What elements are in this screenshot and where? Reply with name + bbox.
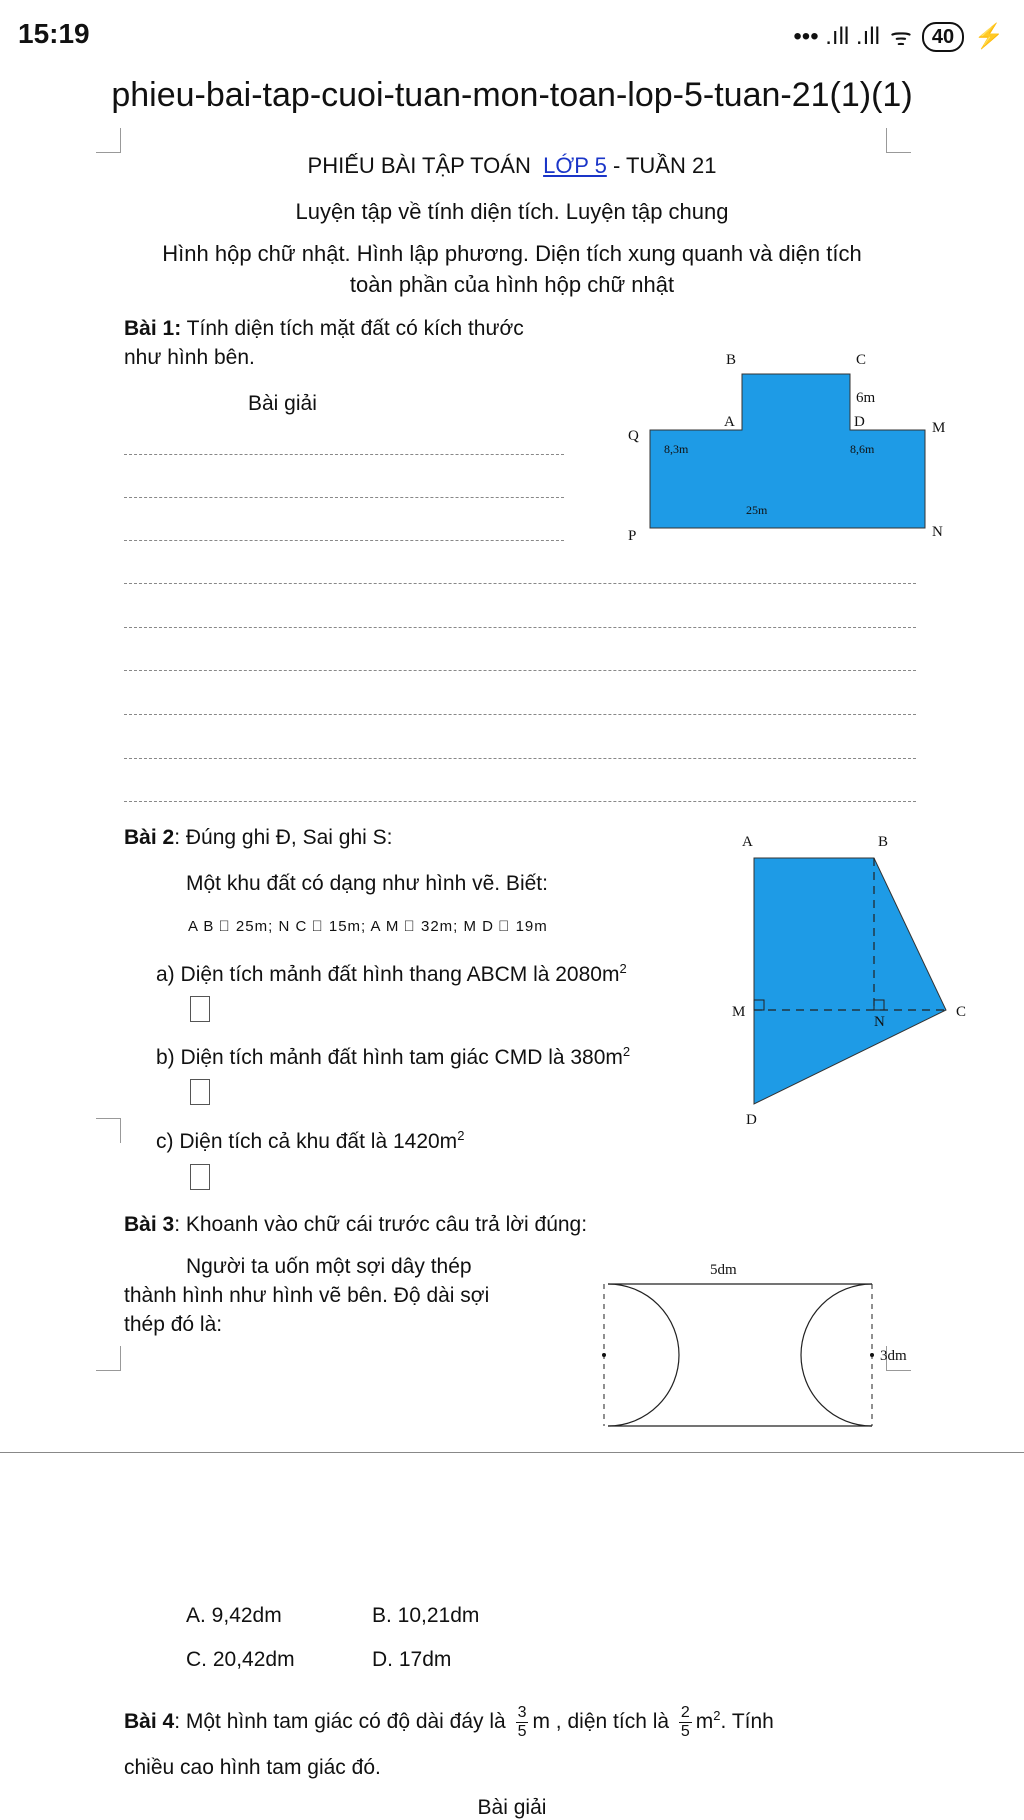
exponent: 2 <box>619 961 627 976</box>
bai3-text: Người ta uốn một sợi dây thép <box>186 1255 472 1278</box>
statement-text: Diện tích mảnh đất hình thang ABCM là 2080m <box>180 963 620 986</box>
bai4-solution-label: Bài giải <box>477 1796 547 1819</box>
bai2-a <box>156 961 627 987</box>
answer-line[interactable] <box>124 497 564 498</box>
land-shape <box>754 858 946 1104</box>
measure-bc: 6m <box>856 390 876 406</box>
bai3-question <box>124 1213 587 1237</box>
bai3-title: : Khoanh vào chữ cái trước câu trả lời đúng: <box>174 1213 588 1236</box>
measure-dm: 8,6m <box>850 442 875 456</box>
page-corner-mark <box>96 1118 121 1143</box>
answer-checkbox-c[interactable] <box>190 1164 210 1190</box>
bai2-given: A B ⃞ 25m; N C ⃞ 15m; A M ⃞ 32m; M D ⃞ 19m <box>188 918 548 935</box>
answer-checkbox-b[interactable] <box>190 1079 210 1105</box>
exponent: 2 <box>457 1128 465 1143</box>
option-c[interactable]: C. 20,42dm <box>186 1648 295 1671</box>
label-c: C <box>956 1004 967 1020</box>
fraction-denominator: 5 <box>517 1722 527 1740</box>
bai3-text: thép đó là: <box>124 1313 223 1336</box>
answer-line[interactable] <box>124 583 916 584</box>
bai2-figure <box>720 826 980 1126</box>
document-title: phieu-bai-tap-cuoi-tuan-mon-toan-lop-5-tuan-21(1)(1) <box>111 76 913 114</box>
answer-line[interactable] <box>124 627 916 628</box>
measure-qa: 8,3m <box>664 442 689 456</box>
label-n: N <box>932 524 943 540</box>
statement-text: Diện tích mảnh đất hình tam giác CMD là 380m <box>180 1046 623 1069</box>
bai2-intro: Một khu đất có dạng như hình vẽ. Biết: <box>186 872 548 895</box>
wifi-icon: ᯤ <box>889 24 912 51</box>
midpoint-dot <box>870 1353 874 1357</box>
unit: m <box>695 1710 714 1733</box>
option-a[interactable]: A. 9,42dm <box>186 1604 282 1627</box>
option-label: b) <box>156 1046 175 1069</box>
fraction-base <box>516 1704 529 1741</box>
label-b: B <box>878 834 889 850</box>
fraction-denominator: 5 <box>680 1722 690 1740</box>
bai4-text: chiều cao hình tam giác đó. <box>124 1756 381 1779</box>
charging-icon: ⚡ <box>974 23 1004 50</box>
label-q: Q <box>628 428 639 444</box>
bai4-text: . Tính <box>720 1710 774 1733</box>
option-label: a) <box>156 963 175 986</box>
exponent: 2 <box>713 1708 721 1723</box>
bai1-figure <box>620 340 946 550</box>
label-a: A <box>742 834 753 850</box>
page-corner-mark <box>886 128 911 153</box>
answer-checkbox-a[interactable] <box>190 996 210 1022</box>
answer-line[interactable] <box>124 454 564 455</box>
bai1-label: Bài 1: <box>124 317 182 340</box>
bai1-text: Tính diện tích mặt đất có kích thước <box>186 317 524 340</box>
answer-line[interactable] <box>124 540 564 541</box>
fraction-area <box>679 1704 692 1741</box>
status-time: 15:19 <box>18 18 90 49</box>
option-d[interactable]: D. 17dm <box>372 1648 452 1671</box>
midpoint-dot <box>602 1353 606 1357</box>
label-a: A <box>724 414 735 430</box>
battery-icon: 40 <box>922 22 964 52</box>
answer-line[interactable] <box>124 714 916 715</box>
bai1-text: như hình bên. <box>124 346 255 369</box>
label-c: C <box>856 352 867 368</box>
bai2-label: Bài 2 <box>124 826 175 849</box>
heading-text: PHIẾU BÀI TẬP TOÁN <box>307 153 531 178</box>
bai2-c <box>156 1128 464 1154</box>
bai4-text: : Một hình tam giác có độ dài đáy là <box>174 1710 506 1733</box>
page-corner-mark <box>96 128 121 153</box>
page-corner-mark <box>96 1346 121 1371</box>
label-n: N <box>874 1014 885 1030</box>
label-b: B <box>726 352 737 368</box>
wire-arc-right <box>801 1284 872 1426</box>
label-m: M <box>932 420 946 436</box>
label-d: D <box>746 1112 757 1128</box>
worksheet-heading <box>0 153 1024 179</box>
label-d: D <box>854 414 865 430</box>
bai2-question <box>124 826 393 850</box>
label-5dm: 5dm <box>710 1262 737 1278</box>
signal-icon: ••• .ıll .ıll <box>793 22 880 50</box>
bai4-text: m , diện tích là <box>532 1710 670 1733</box>
exponent: 2 <box>622 1044 631 1059</box>
land-shape <box>650 374 925 528</box>
bai4-question <box>124 1696 774 1742</box>
bai2-b <box>156 1044 630 1070</box>
fraction-numerator: 2 <box>680 1703 690 1721</box>
statement-text: Diện tích cả khu đất là 1420m <box>179 1130 458 1153</box>
label-3dm: 3dm <box>880 1348 907 1364</box>
answer-line[interactable] <box>124 670 916 671</box>
status-icons <box>793 20 1004 53</box>
bai4-label: Bài 4 <box>124 1710 175 1733</box>
heading-text: - TUẦN 21 <box>612 153 717 178</box>
worksheet-subtitle: Hình hộp chữ nhật. Hình lập phương. Diện tích xung quanh và diện tích <box>162 241 862 266</box>
bai3-text: thành hình như hình vẽ bên. Độ dài sợi <box>124 1284 490 1307</box>
worksheet-subtitle: toàn phần của hình hộp chữ nhật <box>349 272 675 297</box>
page-separator <box>0 1452 1024 1453</box>
label-m: M <box>732 1004 746 1020</box>
bai1-solution-label: Bài giải <box>248 392 317 415</box>
option-b[interactable]: B. 10,21dm <box>372 1604 480 1627</box>
bai3-label: Bài 3 <box>124 1213 175 1236</box>
bai2-title: : Đúng ghi Đ, Sai ghi S: <box>174 826 393 849</box>
option-label: c) <box>156 1130 174 1153</box>
answer-line[interactable] <box>124 758 916 759</box>
fraction-numerator: 3 <box>517 1703 527 1721</box>
measure-pn: 25m <box>746 503 768 517</box>
worksheet-subtitle: Luyện tập về tính diện tích. Luyện tập chung <box>295 199 729 224</box>
bai1-question <box>124 317 524 341</box>
grade-link[interactable]: LỚP 5 <box>543 153 607 178</box>
wire-arc-left <box>608 1284 679 1426</box>
label-p: P <box>628 528 637 544</box>
bai3-figure <box>590 1256 920 1436</box>
answer-line[interactable] <box>124 801 916 802</box>
